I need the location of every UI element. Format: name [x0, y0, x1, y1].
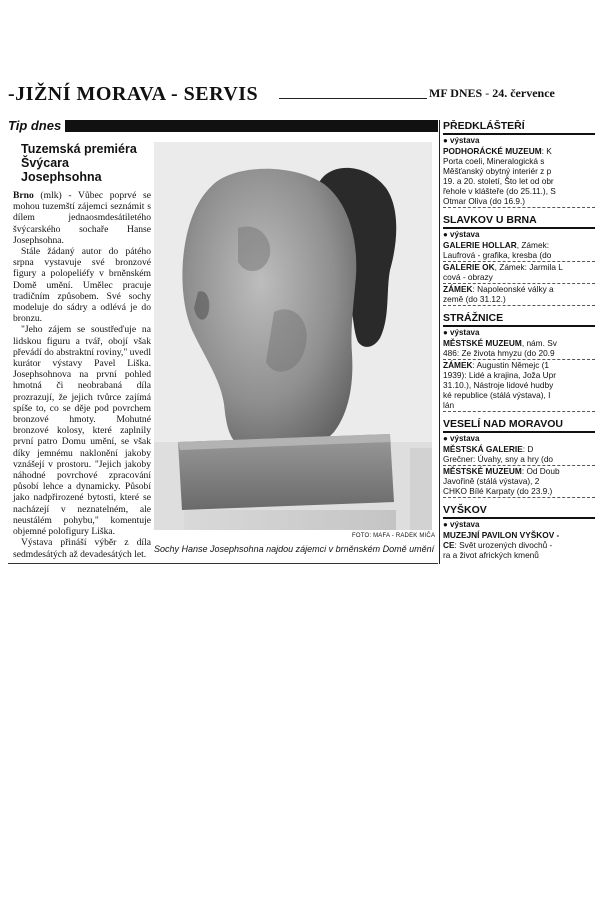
paragraph-text: Stále žádaný autor do pátého srpna vystavuje své bronzové figury a polореliéfy v brněnském Domě umění. Umělec pracuje tradičním způsobem. Své sochy modeluje do sádry a odlévá je do bronzu.: [13, 246, 151, 325]
listing-line: [443, 530, 595, 540]
listing-text: Porta coeli, Mineralogická s: [443, 156, 545, 166]
listing-text: Laufrová - grafika, kresba (do: [443, 250, 552, 260]
listing-entry: [443, 284, 595, 306]
venue-name: ZÁMEK: [443, 360, 473, 370]
venue-name: GALERIE HOLLAR: [443, 240, 517, 250]
listing-line: [443, 284, 595, 294]
publication-name: MF DNES: [429, 86, 483, 100]
listing-entry: [443, 530, 595, 560]
article-paragraph: [13, 324, 151, 537]
listing-text: 19. a 20. století, Što let od obr: [443, 176, 554, 186]
listing-line: [443, 272, 595, 282]
sculpture-illustration: [154, 142, 432, 530]
section-title: -JIŽNÍ MORAVA - SERVIS: [8, 83, 259, 105]
venue-name: CE: [443, 540, 455, 550]
listing-entry: [443, 360, 595, 412]
listing-text: CHKO Bílé Karpaty (do 23.9.): [443, 486, 553, 496]
venue-name: PODHORÁCKÉ MUZEUM: [443, 146, 542, 156]
listing-text: : D: [522, 444, 534, 454]
listing-text: : Augustin Němejc (1: [472, 360, 550, 370]
listing-line: [443, 390, 595, 400]
listing-line: [443, 400, 595, 410]
dateline: Brno: [13, 190, 34, 201]
listing-line: [443, 262, 595, 272]
listing-section: [443, 120, 595, 208]
listing-text: Javořině (stálá výstava), 2: [443, 476, 540, 486]
listing-text: lán: [443, 400, 455, 410]
listing-text: řeholе v klášteře (do 25.11.), S: [443, 186, 556, 196]
article-paragraph: [13, 190, 151, 246]
listing-city: PŘEDKLÁŠTEŘÍ: [443, 120, 595, 135]
listing-city: STRÁŽNICE: [443, 312, 595, 327]
article: [13, 142, 151, 560]
listing-entry: [443, 240, 595, 262]
paragraph-text: (mlk) - Vůbec poprvé se mohou tuzemští zájemci seznámit s dílem jednaosmdesátiletého švýcarského sochaře Hanse Josephsohna.: [13, 190, 151, 246]
listing-text: země (do 31.12.): [443, 294, 506, 304]
listing-city: VESELÍ NAD MORAVOU: [443, 418, 595, 433]
listing-line: [443, 476, 595, 486]
listing-text: Otmar Oliva (do 16.9.): [443, 196, 526, 206]
listing-line: [443, 196, 595, 206]
listing-line: [443, 146, 595, 156]
event-listings: [443, 120, 595, 560]
listing-entry: [443, 444, 595, 466]
photo-credit: FOTO: MAFA - RADEK MIČA: [352, 533, 436, 539]
listing-section: [443, 504, 595, 560]
listing-text: , Zámek: Jarmila L: [494, 262, 563, 272]
tip-label: Tip dnes: [8, 118, 65, 134]
listing-text: , Zámek:: [516, 240, 550, 250]
listing-line: [443, 348, 595, 358]
listing-category: ● výstava: [443, 434, 480, 443]
listing-city: SLAVKOV U BRNA: [443, 214, 595, 229]
article-headline: Tuzemská premiéra Švýcara Josephsohna: [21, 142, 137, 184]
venue-name: MĚSTSKÁ GALERIE: [443, 444, 523, 454]
header-rule: [279, 98, 427, 99]
listing-text: Měšťanský obytný interiér z p: [443, 166, 552, 176]
sculpture-photo: [154, 142, 432, 530]
listing-text: : Od Doub: [521, 466, 560, 476]
listing-line: [443, 380, 595, 390]
listing-text: 1939): Lidé a krajina, Joža Upr: [443, 370, 556, 380]
venue-name: MUZEJNÍ PAVILON VYŠKOV -: [443, 530, 560, 540]
listing-line: [443, 370, 595, 380]
article-paragraph: [13, 246, 151, 324]
listing-text: ké republice (stálá výstava), I: [443, 390, 551, 400]
listing-category: ● výstava: [443, 520, 480, 529]
listing-text: 486: Ze života hmyzu (do 20.9: [443, 348, 555, 358]
listing-entry: [443, 146, 595, 208]
listing-entry: [443, 466, 595, 498]
listing-line: [443, 294, 595, 304]
listing-line: [443, 156, 595, 166]
listing-entry: [443, 338, 595, 360]
publication-line: [429, 86, 555, 101]
listing-category: ● výstava: [443, 136, 480, 145]
listing-section: [443, 418, 595, 498]
venue-name: ZÁMEK: [443, 284, 473, 294]
listing-entry: [443, 262, 595, 284]
listing-line: [443, 186, 595, 196]
listing-text: : Napoleonské války a: [472, 284, 554, 294]
listing-city: VYŠKOV: [443, 504, 595, 519]
listing-section: [443, 214, 595, 306]
listing-text: cová - obrazy: [443, 272, 493, 282]
listing-category: ● výstava: [443, 230, 480, 239]
publication-date: 24. července: [492, 86, 555, 100]
venue-name: MĚSTSKÉ MUZEUM: [443, 338, 522, 348]
column-divider: [439, 120, 440, 564]
listing-line: [443, 250, 595, 260]
listing-line: [443, 454, 595, 464]
article-paragraph: [13, 537, 151, 559]
listing-text: Grečner: Úvahy, sny a hry (do: [443, 454, 554, 464]
listing-text: : Svět urozených divochů -: [454, 540, 553, 550]
listing-line: [443, 338, 595, 348]
listing-text: 31.10.), Nástroje lidové hudby: [443, 380, 554, 390]
listing-line: [443, 166, 595, 176]
listing-text: , nám. Sv: [521, 338, 557, 348]
venue-name: MĚSTSKÉ MUZEUM: [443, 466, 522, 476]
paragraph-text: Výstava přináší výběr z díla sedmdesátých až devadesátých let.: [13, 537, 151, 560]
venue-name: GALERIE OK: [443, 262, 495, 272]
listing-line: [443, 486, 595, 496]
tip-bar: [8, 120, 438, 132]
listing-line: [443, 466, 595, 476]
header-separator: -: [482, 86, 493, 100]
listing-line: [443, 444, 595, 454]
bottom-rule: [8, 563, 438, 564]
listing-line: [443, 240, 595, 250]
listing-text: ra a život afrických kmenů: [443, 550, 539, 560]
article-body: [13, 190, 151, 560]
photo-caption: Sochy Hanse Josephsohna najdou zájemci v brněnském Domě umění: [154, 544, 435, 554]
paragraph-text: "Jeho zájem se soustřeďuje na lidskou figuru a tvář, obojí však převádí do abstraktní roviny," uvedl kurátor výstavy Pavel Liška. Josephsohnova na první pohled hmotná či neobrabaná díla prozrazují, že jejich tvůrce zajímá spíše to, co se děje pod povrchem bronzové hmoty. Mohutné bronzové kolosy, které zaplnily první patro Domu umění, se však díky jemnému naklonění jakoby vznášejí v prostoru. "Jejich jakoby náhodné povrchové zpracování působí lehce a dynamicky. Působí jako nadpřirozené bytosti, které se nacházejí v neznatelném, ale neustálém pohybu," komentuje objemné polofigury Liška.: [13, 324, 151, 538]
listing-line: [443, 176, 595, 186]
listing-text: : K: [541, 146, 552, 156]
listing-section: [443, 312, 595, 412]
listing-line: [443, 360, 595, 370]
listing-line: [443, 550, 595, 560]
listing-line: [443, 540, 595, 550]
listing-category: ● výstava: [443, 328, 480, 337]
